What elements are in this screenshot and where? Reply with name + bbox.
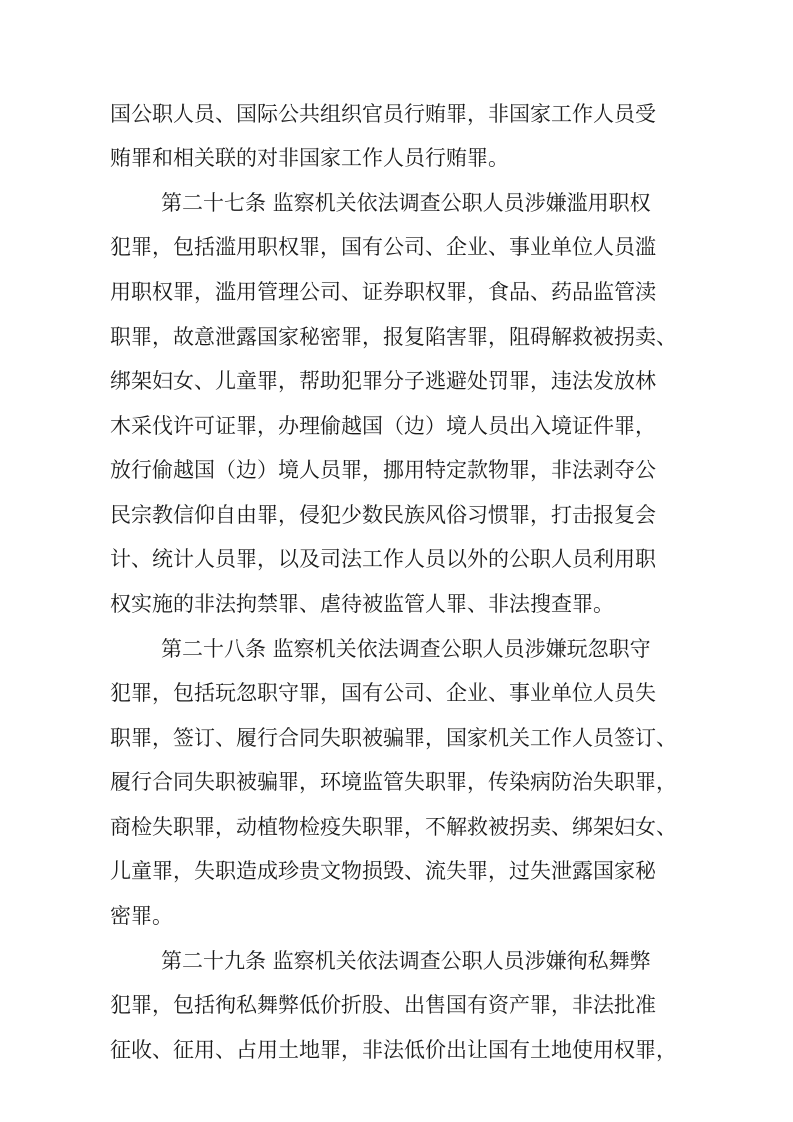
text-line <box>0 990 793 1020</box>
text-line <box>0 455 793 485</box>
text-line <box>0 767 793 797</box>
text-line-content: 木采伐许可证罪，办理偷越国（边）境人员出入境证件罪， <box>110 414 656 438</box>
text-line <box>0 901 793 931</box>
text-line <box>0 812 793 842</box>
text-line-content: 犯罪，包括玩忽职守罪，国有公司、企业、事业单位人员失 <box>110 681 656 705</box>
text-line <box>0 1035 793 1065</box>
text-line-content: 犯罪，包括徇私舞弊低价折股、出售国有资产罪，非法批准 <box>110 993 656 1017</box>
paragraph-heading-line <box>0 634 793 664</box>
text-line <box>0 411 793 441</box>
text-line <box>0 366 793 396</box>
text-line-content: 犯罪，包括滥用职权罪，国有公司、企业、事业单位人员滥 <box>110 235 656 259</box>
text-line <box>0 143 793 173</box>
text-line <box>0 678 793 708</box>
text-line-content: 计、统计人员罪，以及司法工作人员以外的公职人员利用职 <box>110 547 656 571</box>
text-line-content: 职罪，签订、履行合同失职被骗罪，国家机关工作人员签订、 <box>110 726 677 750</box>
text-line-content: 放行偷越国（边）境人员罪，挪用特定款物罪，非法剥夺公 <box>110 458 656 482</box>
paragraph-heading-line <box>0 188 793 218</box>
text-line-content: 征收、征用、占用土地罪，非法低价出让国有土地使用权罪， <box>110 1038 677 1062</box>
text-line <box>0 232 793 262</box>
text-line <box>0 322 793 352</box>
text-line <box>0 723 793 753</box>
text-line <box>0 500 793 530</box>
text-line <box>0 99 793 129</box>
paragraph-heading-line <box>0 946 793 976</box>
text-line-content: 贿罪和相关联的对非国家工作人员行贿罪。 <box>110 146 509 170</box>
text-line-content: 权实施的非法拘禁罪、虐待被监管人罪、非法搜查罪。 <box>110 592 614 616</box>
text-line-content: 第二十七条 监察机关依法调查公职人员涉嫌滥用职权 <box>161 191 651 215</box>
text-line-content: 密罪。 <box>110 904 173 928</box>
text-line-content: 履行合同失职被骗罪，环境监管失职罪，传染病防治失职罪， <box>110 770 677 794</box>
text-line-content: 第二十八条 监察机关依法调查公职人员涉嫌玩忽职守 <box>161 637 651 661</box>
text-line-content: 国公职人员、国际公共组织官员行贿罪，非国家工作人员受 <box>110 102 656 126</box>
text-line <box>0 544 793 574</box>
text-line-content: 职罪，故意泄露国家秘密罪，报复陷害罪，阻碍解救被拐卖、 <box>110 325 677 349</box>
text-line-content: 民宗教信仰自由罪，侵犯少数民族风俗习惯罪，打击报复会 <box>110 503 656 527</box>
text-line <box>0 277 793 307</box>
text-line-content: 儿童罪，失职造成珍贵文物损毁、流失罪，过失泄露国家秘 <box>110 859 656 883</box>
text-line-content: 第二十九条 监察机关依法调查公职人员涉嫌徇私舞弊 <box>161 949 651 973</box>
text-line-content: 用职权罪，滥用管理公司、证券职权罪，食品、药品监管渎 <box>110 280 656 304</box>
text-line <box>0 856 793 886</box>
text-line <box>0 589 793 619</box>
text-line-content: 商检失职罪，动植物检疫失职罪，不解救被拐卖、绑架妇女、 <box>110 815 677 839</box>
text-line-content: 绑架妇女、儿童罪，帮助犯罪分子逃避处罚罪，违法发放林 <box>110 369 656 393</box>
